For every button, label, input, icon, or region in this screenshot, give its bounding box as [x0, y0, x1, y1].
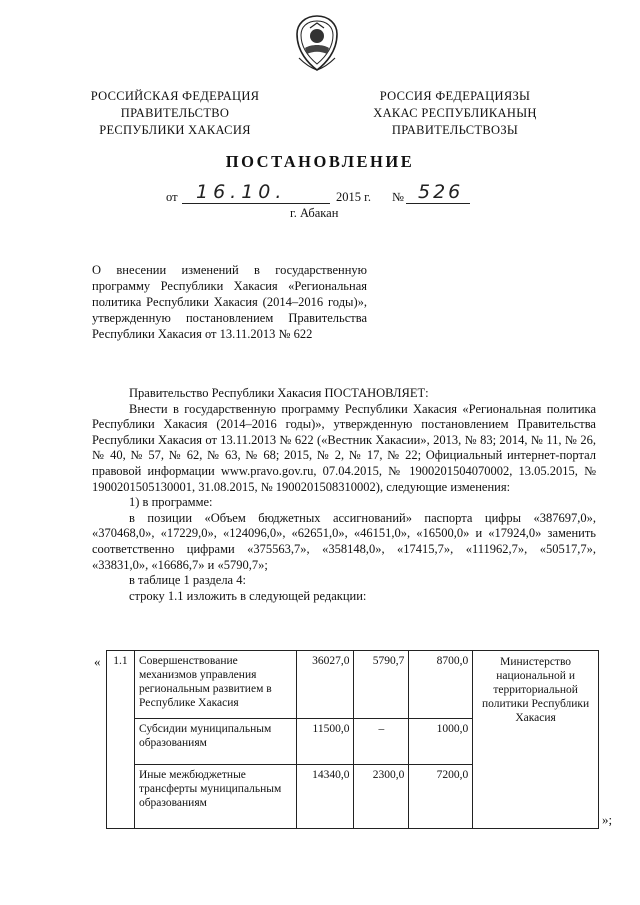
coat-of-arms-icon: [291, 14, 343, 72]
row-value-1: 11500,0: [296, 719, 354, 765]
header-left-line-3: РЕСПУБЛИКИ ХАКАСИЯ: [99, 123, 251, 137]
date-handwritten: 16.10.: [196, 181, 287, 203]
header-right-line-2: ХАКАС РЕСПУБЛИКАНЫҢ: [373, 106, 537, 120]
coat-of-arms: [291, 14, 343, 72]
row-name: Иные межбюджетные трансферты муниципальным образованиям: [134, 765, 296, 829]
table-open-quote: «: [94, 654, 101, 669]
row-name: Субсидии муниципальным образованиям: [134, 719, 296, 765]
amendment-table: [106, 650, 599, 829]
row-value-3: 1000,0: [409, 719, 473, 765]
row-value-2: 2300,0: [354, 765, 409, 829]
header-right: [340, 88, 570, 139]
document-body: [92, 386, 596, 604]
header-right-line-1: РОССИЯ ФЕДЕРАЦИЯЗЫ: [379, 89, 531, 103]
row-value-1: 14340,0: [296, 765, 354, 829]
position-paragraph: в позиции «Объем бюджетных ассигнований» паспорта цифры «387697,0», «370468,0», «17229,0», «124096,0», «62651,0», «46151,0», «16500,0» и «17924,0» заменить соответственно цифрами «375563,7», «358148,0», «17415,7», «111962,7», «50517,7», «33831,0», «16686,7» и «5790,7»;: [92, 510, 596, 572]
row-reference: строку 1.1 изложить в следующей редакции:: [129, 588, 367, 603]
table-close-quote: »;: [602, 812, 613, 827]
city: г. Абакан: [290, 206, 339, 220]
row-value-3: 8700,0: [409, 651, 473, 719]
header-right-line-3: ПРАВИТЕЛЬСТВОЗЫ: [391, 123, 519, 137]
header-left-line-2: ПРАВИТЕЛЬСТВО: [120, 106, 230, 120]
number-underline: [406, 203, 470, 204]
date-year: 2015 г.: [336, 190, 371, 204]
header-left-line-1: РОССИЙСКАЯ ФЕДЕРАЦИЯ: [90, 89, 260, 103]
amendment-table-wrap: [106, 650, 599, 829]
row-value-2: –: [354, 719, 409, 765]
responsible-body: Министерство национальной и территориальной политики Республики Хакасия: [473, 651, 599, 829]
row-name: Совершенствование механизмов управления региональным развитием в Республике Хакасия: [134, 651, 296, 719]
row-number: 1.1: [107, 651, 135, 829]
item-1: 1) в программе:: [129, 495, 213, 510]
intro-paragraph: Внести в государственную программу Республики Хакасия «Региональная политика Республики Хакасия (2014–2016 годы)», утвержденную постановлением Правительства Республики Хакасия от 13.11.2013 № 622 («Вестник Хакасии», 2013, № 83; 2014, № 11, № 26, № 40, № 57, № 62, № 63, № 68; 2015, № 2, № 17, № 22; Официальный интернет-портал правовой информации www.pravo.gov.ru, 07.04.2015, № 1900201504070002, 13.05.2015, № 1900201505130001, 31.08.2015, № 1900201508310002), следующие изменения:: [92, 401, 596, 494]
header-left: [60, 88, 290, 139]
number-handwritten: 526: [418, 181, 464, 203]
date-from-label: от: [166, 190, 178, 204]
row-value-2: 5790,7: [354, 651, 409, 719]
decree-line: Правительство Республики Хакасия ПОСТАНОВЛЯЕТ:: [129, 386, 429, 400]
date-underline: [182, 203, 330, 204]
table-reference: в таблице 1 раздела 4:: [129, 573, 246, 588]
row-value-3: 7200,0: [409, 765, 473, 829]
document-title: ПОСТАНОВЛЕНИЕ: [225, 152, 415, 171]
document-subject: О внесении изменений в государственную программу Республики Хакасия «Региональная политика Республики Хакасия (2014–2016 годы)», утвержденную постановлением Правительства Республики Хакасия от 13.11.2013 № 622: [92, 263, 367, 341]
table-row: [107, 651, 599, 719]
row-value-1: 36027,0: [296, 651, 354, 719]
number-label: №: [392, 190, 404, 204]
